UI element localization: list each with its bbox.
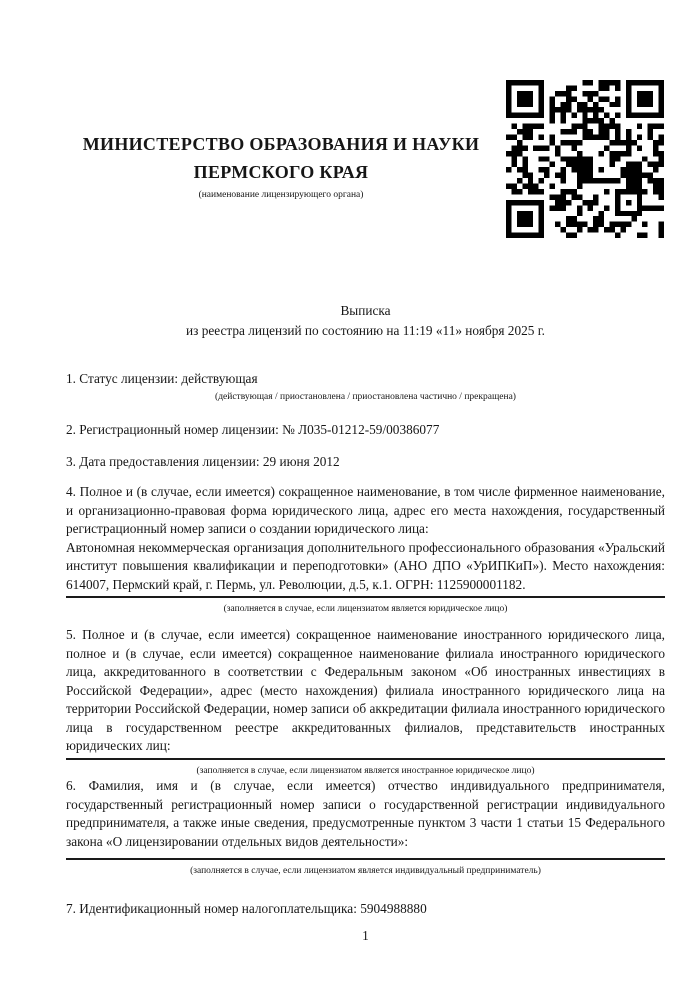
qr-code-image	[506, 80, 664, 238]
ministry-name-line1: МИНИСТЕРСТВО ОБРАЗОВАНИЯ И НАУКИ	[82, 134, 480, 154]
item-license-status-caption: (действующая / приостановлена / приостановлена частично / прекращена)	[215, 392, 516, 402]
item-individual-entrepreneur-heading: 6. Фамилия, имя и (в случае, если имеется) отчество индивидуального предпринимателя, государственный регистрационный номер записи о государственной регистрации индивидуального предпринимателя, а также иные сведения, предусмотренные пунктом 3 части 1 статьи 15 Федерального закона «О лицензировании отдельных видов деятельности»:	[66, 778, 665, 849]
document-title-line1: Выписка	[340, 303, 391, 318]
item-foreign-entity-heading: 5. Полное и (в случае, если имеется) сокращенное наименование иностранного юридического лица, полное и (в случае, если имеется) сокращенное наименование филиала иностранного юридического лица, аккредитованного в соответствии с Федеральным законом «Об иностранных инвестициях в Российской Федерации», адрес (место нахождения) филиала иностранного юридического лица на территории Российской Федерации, номер записи об аккредитации филиала иностранного юридического лица в государственном реестре аккредитованных филиалов, представительств иностранных юридических лиц:	[66, 627, 665, 753]
ministry-name-caption: (наименование лицензирующего органа)	[198, 190, 364, 200]
item-legal-entity-caption: (заполняется в случае, если лицензиатом является юридическое лицо)	[223, 604, 508, 614]
ministry-name-line2: ПЕРМСКОГО КРАЯ	[193, 162, 369, 182]
page-number: 1	[362, 928, 369, 943]
item-license-status: 1. Статус лицензии: действующая	[66, 371, 258, 386]
item-individual-entrepreneur	[66, 777, 665, 877]
item-legal-entity	[66, 483, 665, 615]
item-taxpayer-number: 7. Идентификационный номер налогоплательщика: 5904988880	[66, 901, 427, 916]
item-legal-entity-heading: 4. Полное и (в случае, если имеется) сокращенное наименование, в том числе фирменное наименование, и организационно-правовая форма юридического лица, адрес его места нахождения, государственный регистрационный номер записи о создании юридического лица:	[66, 484, 665, 536]
fill-line-foreign-entity	[66, 758, 665, 760]
document-title-line2: из реестра лицензий по состоянию на 11:19 «11» ноября 2025 г.	[186, 323, 545, 338]
fill-line-individual-entrepreneur	[66, 858, 665, 860]
issuing-authority-header	[42, 130, 520, 202]
qr-code	[506, 80, 664, 238]
document-title	[66, 301, 665, 341]
item-individual-entrepreneur-caption: (заполняется в случае, если лицензиатом является индивидуальный предприниматель)	[190, 866, 541, 876]
item-legal-entity-value: Автономная некоммерческая организация дополнительного профессионального образования «Уральский институт повышения квалификации и переподготовки» (АНО ДПО «УрИПКиП»). Место нахождения: 614007, Пермский край, г. Пермь, ул. Революции, д.5, к.1. ОГРН: 1125900001182.	[66, 539, 665, 592]
item-foreign-entity	[66, 626, 665, 777]
item-grant-date: 3. Дата предоставления лицензии: 29 июня 2012	[66, 454, 340, 469]
item-registration-number: 2. Регистрационный номер лицензии: № Л035-01212-59/00386077	[66, 422, 440, 437]
fill-line-legal-entity	[66, 596, 665, 598]
item-foreign-entity-caption: (заполняется в случае, если лицензиатом является иностранное юридическое лицо)	[196, 765, 535, 776]
